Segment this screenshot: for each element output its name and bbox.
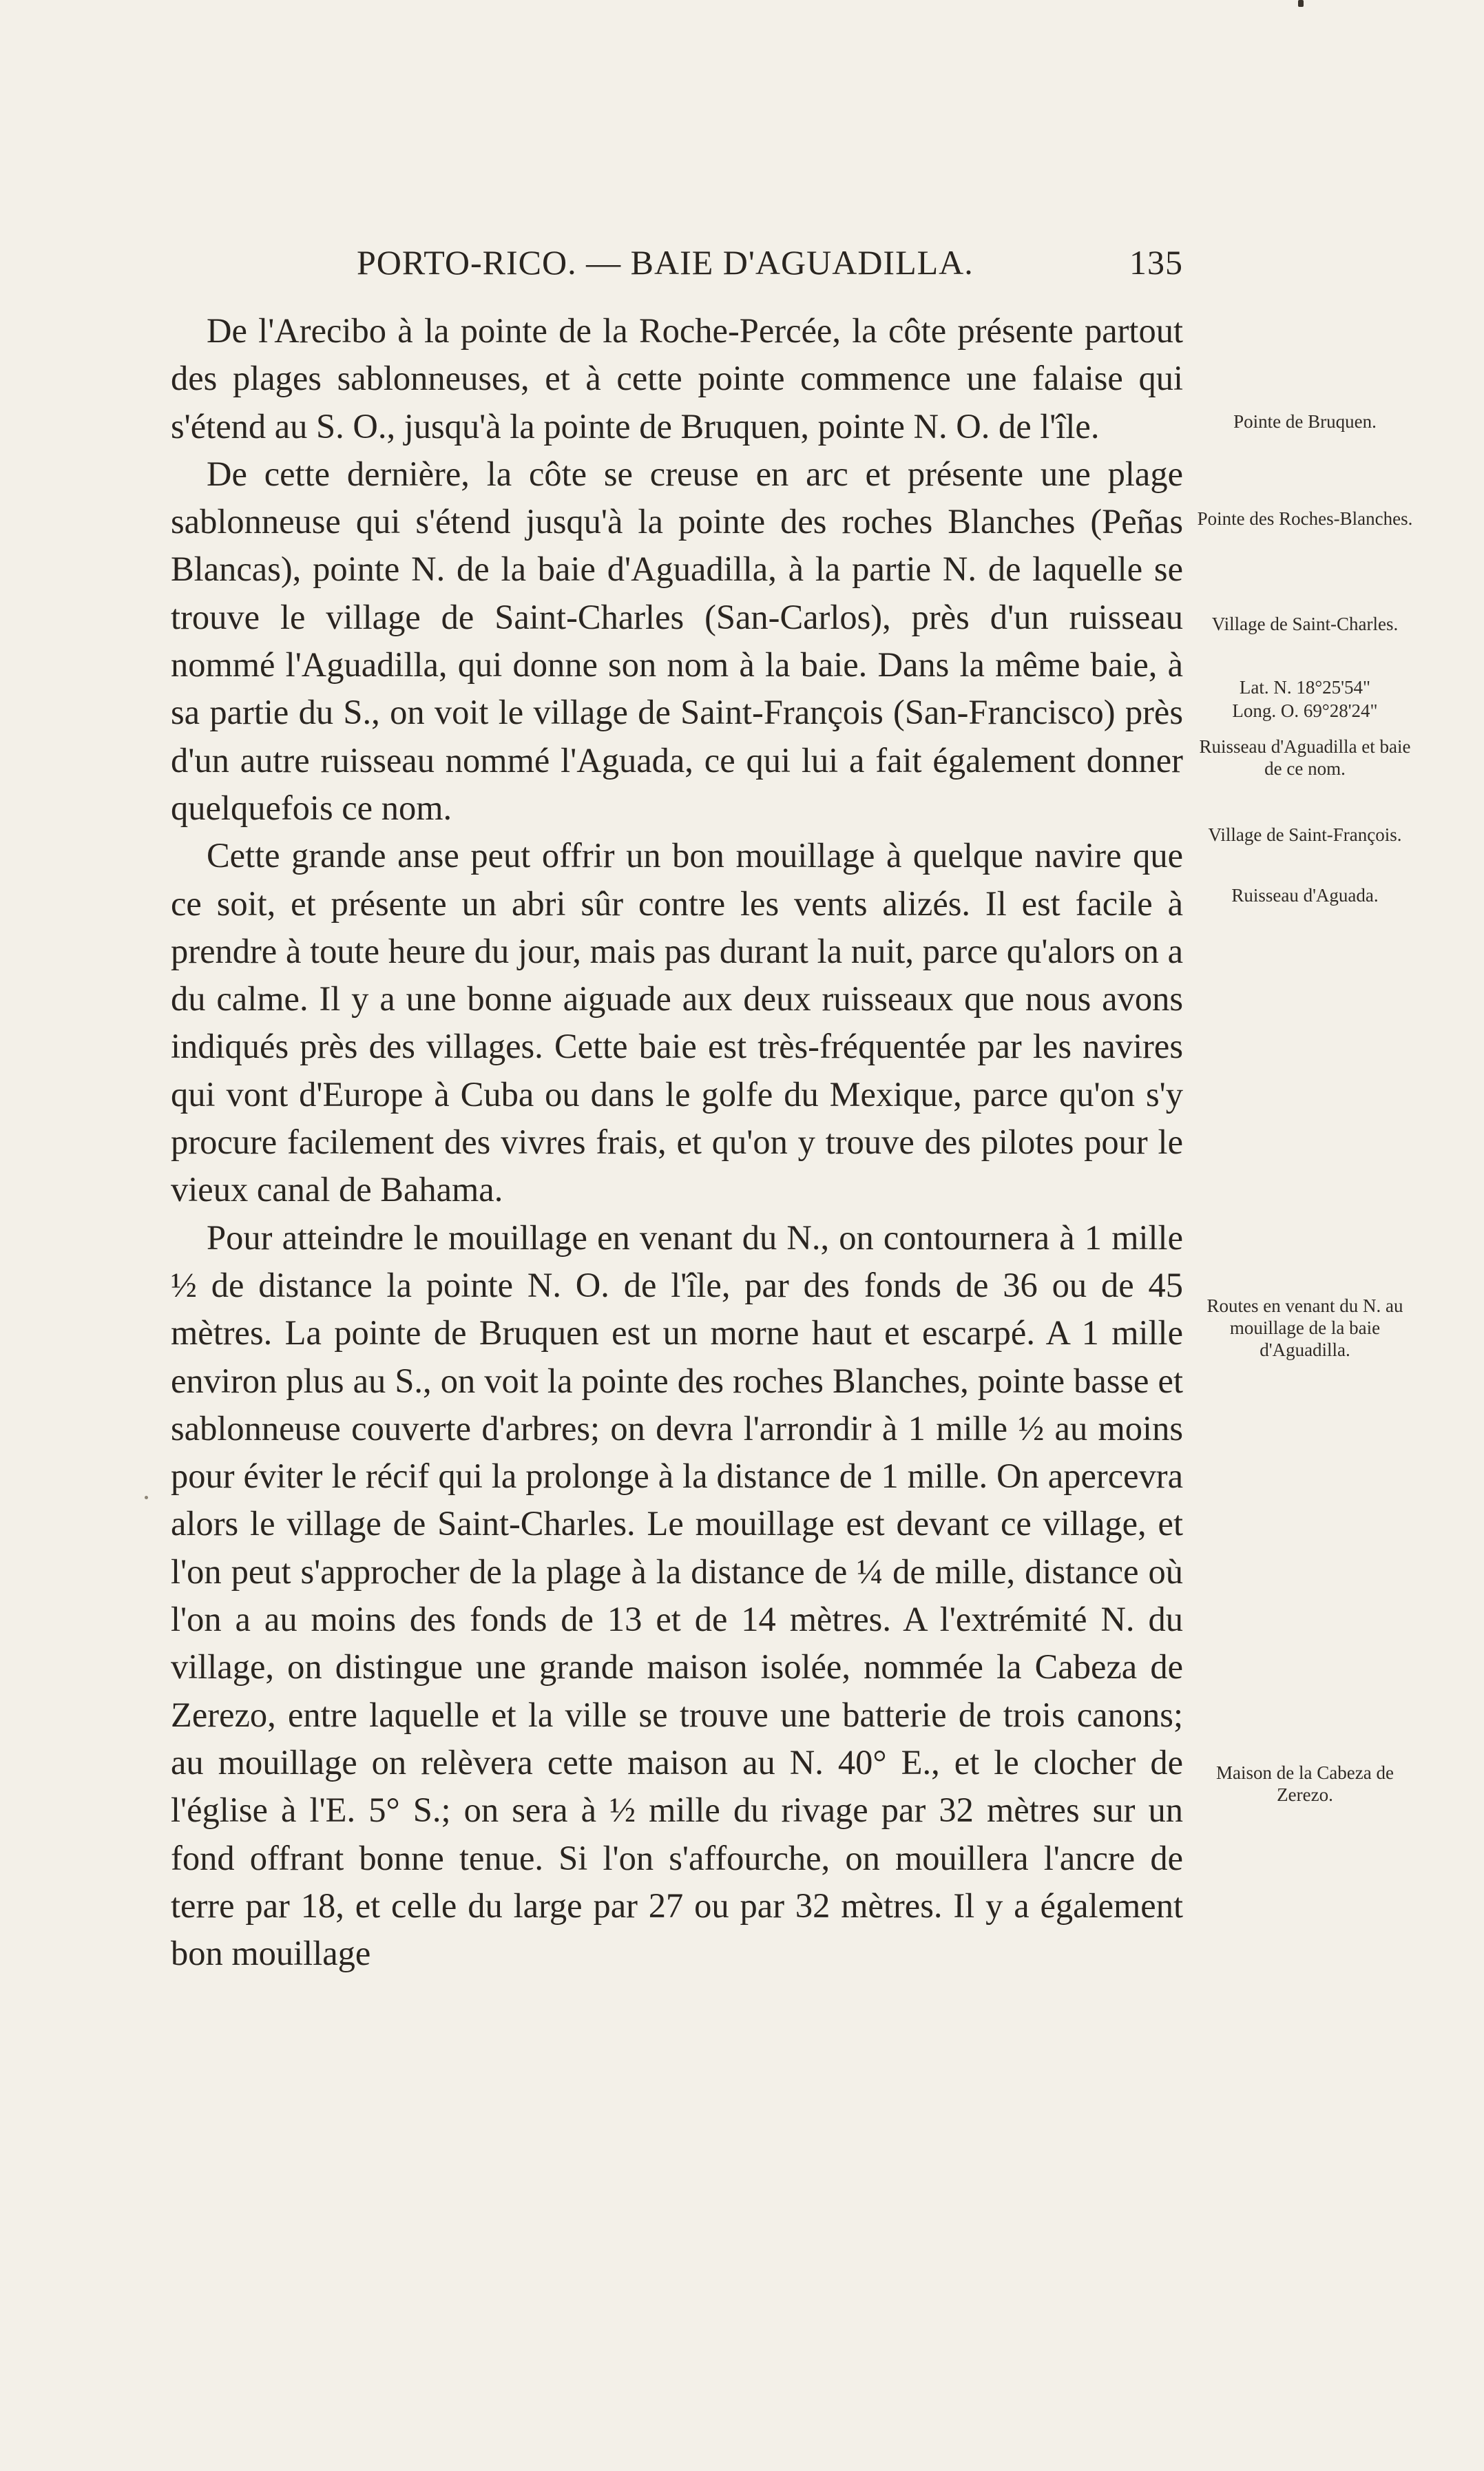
paragraph-2: De cette dernière, la côte se creuse en arc et présente une plage sablonneuse qui s'étend jusqu'à la pointe des roches Blanches (Peñas Blancas), pointe N. de la baie d'Aguadilla, à la partie N. de laquelle se trouve le village de Saint-Charles (San-Carlos), près d'un ruisseau nommé l'Aguadilla, qui donne son nom à la baie. Dans la même baie, à sa partie du S., on voit le village de Saint-François (San-Francisco) près d'un autre ruisseau nommé l'Aguada, ce qui lui a fait également donner quelquefois ce nom. (171, 454, 1183, 827)
paragraph-1: De l'Arecibo à la pointe de la Roche-Percée, la côte présente partout des plages sablonneuses, et à cette pointe commence une falaise qui s'étend au S. O., jusqu'à la pointe de Bruquen, pointe N. O. de l'île. (171, 311, 1183, 446)
margin-note-village-saint-francois: Village de Saint-François. (1208, 824, 1402, 845)
page-number: 135 (1129, 243, 1183, 282)
margin-note-routes-mouillage: Routes en venant du N. au mouillage de la baie d'Aguadilla. (1206, 1295, 1403, 1360)
margin-note-roches-blanches: Pointe des Roches-Blanches. (1197, 508, 1413, 529)
header-title: PORTO-RICO. — BAIE D'AGUADILLA. (357, 243, 974, 282)
margin-note-pointe-bruquen: Pointe de Bruquen. (1233, 411, 1377, 432)
margin-note-ruisseau-aguadilla: Ruisseau d'Aguadilla et baie de ce nom. (1199, 736, 1411, 779)
margin-note-maison-cabeza-zerezo: Maison de la Cabeza de Zerezo. (1216, 1762, 1394, 1805)
running-header (171, 242, 1183, 291)
print-mark (1298, 0, 1304, 7)
margin-note-latitude: Lat. N. 18°25'54" (1239, 677, 1371, 698)
margin-note-village-saint-charles: Village de Saint-Charles. (1211, 614, 1399, 634)
paragraph-4: Pour atteindre le mouillage en venant du N., on contournera à 1 mille ½ de distance la pointe N. O. de l'île, par des fonds de 36 ou de 45 mètres. La pointe de Bruquen est un morne haut et escarpé. A 1 mille environ plus au S., on voit la pointe des roches Blanches, pointe basse et sablonneuse couverte d'arbres; on devra l'arrondir à 1 mille ½ au moins pour éviter le récif qui la prolonge à la distance de 1 mille. On apercevra alors le village de Saint-Charles. Le mouillage est devant ce village, et l'on peut s'approcher de la plage à la distance de ¼ de mille, distance où l'on a au moins des fonds de 13 et de 14 mètres. A l'extrémité N. du village, on distingue une grande maison isolée, nommée la Cabeza de Zerezo, entre laquelle et la ville se trouve une batterie de trois canons; au mouillage on relèvera cette maison au N. 40° E., et le clocher de l'église à l'E. 5° S.; on sera à ½ mille du rivage par 32 mètres sur un fond offrant bonne tenue. Si l'on s'affourche, on mouillera l'ancre de terre par 18, et celle du large par 27 ou par 32 mètres. Il y a également bon mouillage (171, 1218, 1183, 1973)
margin-note-ruisseau-aguada: Ruisseau d'Aguada. (1231, 885, 1379, 906)
main-text (171, 307, 1183, 1977)
paragraph-3: Cette grande anse peut offrir un bon mouillage à quelque navire que ce soit, et présente un abri sûr contre les vents alizés. Il est facile à prendre à toute heure du jour, mais pas durant la nuit, parce qu'alors on a du calme. Il y a une bonne aiguade aux deux ruisseaux que nous avons indiqués près des villages. Cette baie est très-fréquentée par les navires qui vont d'Europe à Cuba ou dans le golfe du Mexique, parce qu'on s'y procure facilement des vivres frais, et qu'on y trouve des pilotes pour le vieux canal de Bahama. (171, 836, 1183, 1209)
margin-note-longitude: Long. O. 69°28'24" (1232, 700, 1378, 721)
paper-speck (145, 1496, 148, 1499)
